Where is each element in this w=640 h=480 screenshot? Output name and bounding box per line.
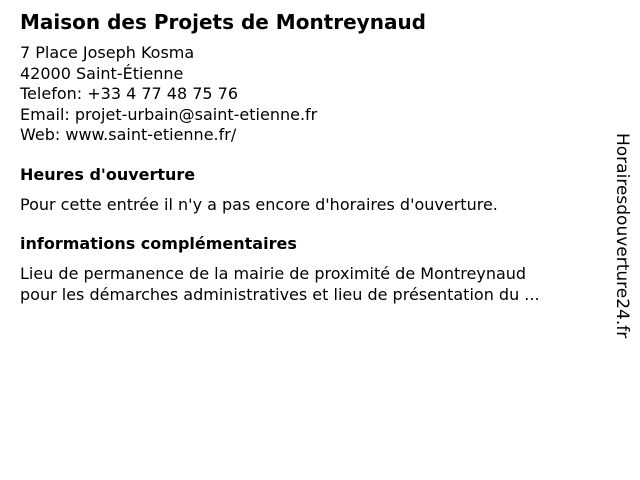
website-address: Web: www.saint-etienne.fr/ (20, 125, 237, 144)
opening-hours-text: Pour cette entrée il n'y a pas encore d'horaires d'ouverture. (20, 194, 498, 214)
opening-hours-heading: Heures d'ouverture (20, 164, 196, 184)
address-street: 7 Place Joseph Kosma (20, 43, 195, 62)
site-brand-label: Horairesdouverture24.fr (612, 133, 632, 339)
address-city: 42000 Saint-Étienne (20, 63, 184, 83)
additional-info-heading: informations complémentaires (20, 234, 297, 253)
additional-info-line-2: pour les démarches administratives et lieu de présentation du ... (20, 284, 540, 304)
additional-info-text (20, 264, 605, 305)
page-title: Maison des Projets de Montreynaud (20, 10, 426, 34)
phone-number: Telefon: +33 4 77 48 75 76 (20, 84, 239, 103)
email-address: Email: projet-urbain@saint-etienne.fr (20, 104, 318, 124)
entry-card (20, 9, 605, 305)
additional-info-line-1: Lieu de permanence de la mairie de proximité de Montreynaud (20, 264, 527, 283)
